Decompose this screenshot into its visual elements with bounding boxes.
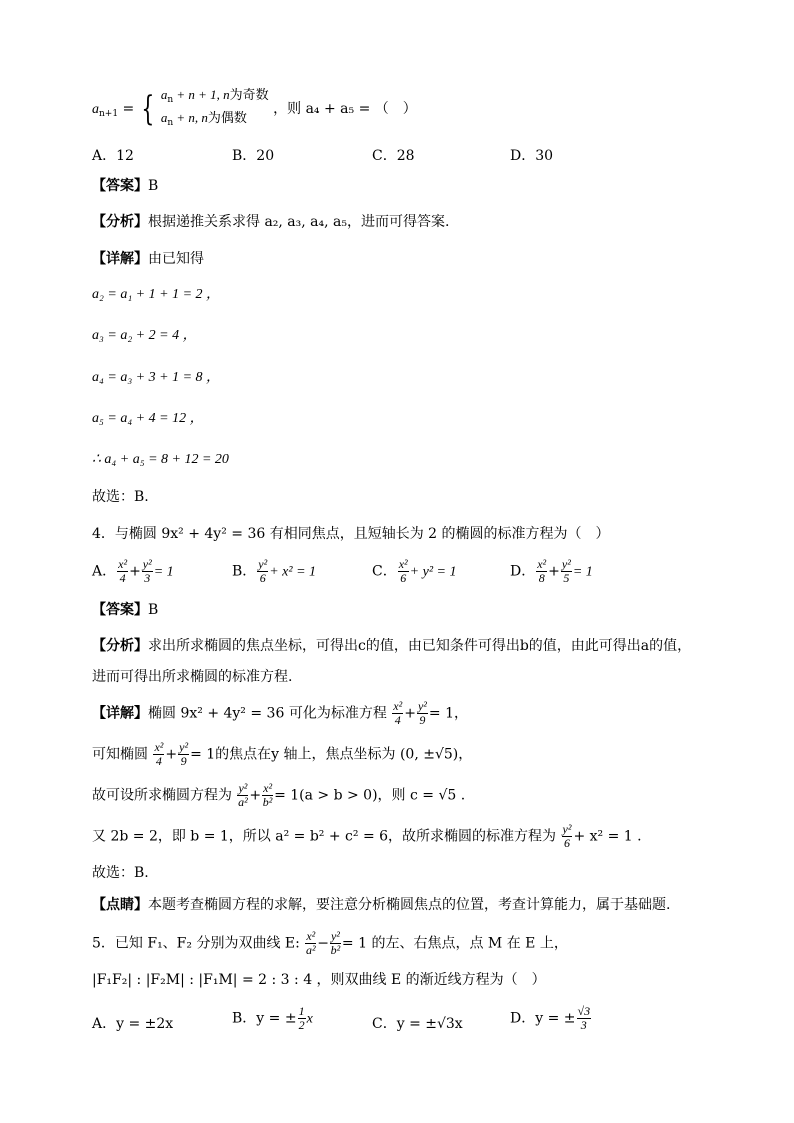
q3-option-b: B．20: [232, 148, 275, 164]
q3-option-c: C．28: [372, 148, 415, 164]
case-even: $a_n + n$, n为偶数: [160, 110, 247, 128]
rec-lhs: a: [92, 102, 99, 117]
q4-comment: 【点睛】本题考查椭圆方程的求解，要注意分析椭圆焦点的位置，考查计算能力，属于基础题.: [92, 897, 671, 913]
q4-option-a: A． $\frac{\text{x²}}{4}$ + $\frac{\text{y²}}{3}$ = 1: [92, 557, 174, 585]
q3-detail: 【详解】由已知得: [92, 251, 204, 267]
left-brace: {: [141, 89, 155, 129]
q3-step-2: a₃ = a₂ + 2 = 4 ，: [92, 328, 197, 343]
recurrence-cases: [161, 86, 269, 132]
q3-conclusion: 故选：B.: [92, 489, 149, 505]
q3-step-3: a₄ = a₃ + 3 + 1 = 8 ，: [92, 370, 221, 385]
q4-answer: 【答案】B: [92, 602, 159, 618]
q3-recurrence: $a_{n+1}$ = { $a_n + n + 1$, n为奇数 $a_n + n$, n为偶数 ，则 a₄ + a₅ = （ ）: [92, 86, 417, 132]
q4-stem: 4．与椭圆 9x² + 4y² = 36 有相同焦点，且短轴长为 2 的椭圆的标准方程为（ ）: [92, 526, 610, 542]
q5-option-d: D．y = ± $\frac{√3}{3}$: [510, 1004, 591, 1032]
q5-stem-2: |F₁F₂| : |F₂M| : |F₁M| = 2 : 3 : 4 ，则双曲线 E 的渐近线方程为（ ）: [92, 972, 546, 988]
q4-option-b: B． $\frac{\text{y²}}{6}$ + x² = 1: [232, 557, 317, 585]
q4-option-c: C． $\frac{\text{x²}}{6}$ + y² = 1: [372, 557, 457, 585]
q4-analysis-2: 进而可得出所求椭圆的标准方程.: [92, 669, 293, 685]
q3-option-d: D．30: [510, 148, 554, 164]
q4-detail-4: 又 2b = 2，即 b = 1，所以 a² = b² + c² = 6，故所求椭圆的标准方程为 $\frac{\text{y²}}{6}$ + x² = 1 .: [92, 822, 642, 850]
q3-step-5: ∴ a₄ + a₅ = 8 + 12 = 20: [92, 452, 229, 467]
q3-analysis: 【分析】根据递推关系求得 a₂, a₃, a₄, a₅，进而可得答案.: [92, 214, 450, 230]
q3-tail: ，则 a₄ + a₅ = （ ）: [273, 101, 417, 117]
q5-stem-1: 5．已知 F₁、F₂ 分别为双曲线 E: $\frac{\text{x²}}{\text{a²}}$ − $\frac{\text{y²}}{\text{b²}}$ = 1 的左、右焦点，点 M 在 E 上，: [92, 929, 568, 957]
q4-option-d: D． $\frac{\text{x²}}{8}$ + $\frac{\text{y²}}{5}$ = 1: [510, 557, 593, 585]
q4-detail-3: 故可设所求椭圆方程为 $\frac{\text{y²}}{\text{a²}}$ + $\frac{\text{x²}}{\text{b²}}$ = 1(a > b > 0)，则 c = √5 .: [92, 781, 466, 809]
q5-option-b: B．y = ± $\frac{1}{2}$ x: [232, 1004, 313, 1032]
q4-analysis-1: 【分析】求出所求椭圆的焦点坐标，可得出c的值，由已知条件可得出b的值，由此可得出a的值，: [92, 638, 692, 654]
q3-step-4: a₅ = a₄ + 4 = 12 ，: [92, 411, 204, 426]
q3-answer: 【答案】B: [92, 178, 159, 194]
case-odd: $a_n + n + 1$, n为奇数: [160, 87, 269, 105]
q3-option-a: A．12: [92, 148, 134, 164]
q5-option-a: A．y = ±2x: [92, 1016, 174, 1032]
q3-step-1: a₂ = a₁ + 1 + 1 = 2 ，: [92, 287, 221, 302]
q4-conclusion: 故选：B.: [92, 865, 149, 881]
q4-detail-2: 可知椭圆 $\frac{\text{x²}}{4}$ + $\frac{\text{y²}}{9}$ = 1的焦点在y 轴上，焦点坐标为 (0, ±√5)，: [92, 740, 473, 768]
q4-detail-1: 【详解】椭圆 9x² + 4y² = 36 可化为标准方程 $\frac{\text{x²}}{4}$ + $\frac{\text{y²}}{9}$ = 1，: [92, 699, 468, 727]
rec-lhs-sub: n+1: [99, 109, 119, 119]
q5-option-c: C．y = ±√3x: [372, 1016, 463, 1032]
